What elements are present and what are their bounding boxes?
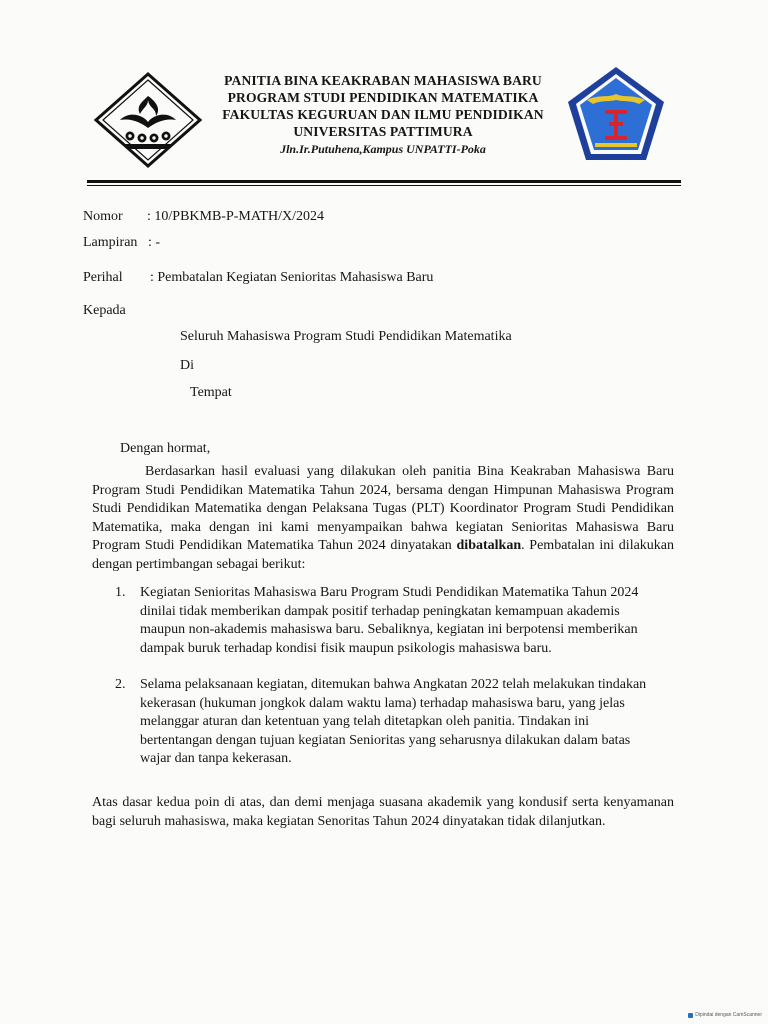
point-text: Kegiatan Senioritas Mahasiswa Baru Program Studi Pendidikan Matematika Tahun 2024 dinilai tidak memberikan dampak positif terhadap peningkatan kemampuan akademis maupun non-akademis mahasiswa baru. Sebaliknya, kegiatan ini berpotensi memberikan dampak buruk terhadap kondisi fisik maupun psikologis mahasiswa baru. xyxy=(140,585,639,656)
perihal-value: : Pembatalan Kegiatan Senioritas Mahasiswa Baru xyxy=(150,270,434,285)
study-program-emblem-icon xyxy=(565,64,667,164)
greeting: Dengan hormat, xyxy=(120,441,211,456)
closing-paragraph: Atas dasar kedua poin di atas, dan demi menjaga suasana akademik yang kondusif serta kenyamanan bagi seluruh mahasiswa, maka kegiatan Senoritas Tahun 2024 dinyatakan tidak dilanjutkan. xyxy=(92,795,674,829)
lampiran-value: : - xyxy=(148,235,161,250)
scanner-note: Dipindai dengan CamScanner xyxy=(695,1012,762,1018)
point-text: Selama pelaksanaan kegiatan, ditemukan bahwa Angkatan 2022 telah melakukan tindakan kekerasan (hukuman jongkok dalam waktu lama) terhadap mahasiswa baru, yang jelas melanggar aturan dan ketentuan yang telah ditetapkan oleh panitia. Tindakan ini bertentangan dengan tujuan kegiatan Senioritas yang seharusnya dilakukan dalam batas wajar dan tanpa kekerasan. xyxy=(140,677,647,766)
letterhead-line-3: FAKULTAS KEGURUAN DAN ILMU PENDIDIKAN xyxy=(222,107,544,122)
list-item xyxy=(115,676,655,769)
perihal-row xyxy=(83,269,433,287)
point-number: 2. xyxy=(115,677,126,692)
scanner-watermark xyxy=(688,1012,762,1018)
kepada-label: Kepada xyxy=(83,303,126,318)
recipient-tempat: Tempat xyxy=(190,385,232,400)
point-list xyxy=(115,584,655,769)
intro-text-part2: . Pembatalan ini dilakukan dengan pertimbangan sebagai berikut: xyxy=(92,538,675,572)
letterhead-address: Jln.Ir.Putuhena,Kampus UNPATTI-Poka xyxy=(280,142,486,156)
letterhead-rule-thin xyxy=(87,185,681,186)
list-item xyxy=(115,584,655,658)
nomor-value: : 10/PBKMB-P-MATH/X/2024 xyxy=(147,209,324,224)
intro-text-part1: Berdasarkan hasil evaluasi yang dilakukan oleh panitia Bina Keakraban Mahasiswa Baru Program Studi Pendidikan Matematika Tahun 2024, bersama dengan Himpunan Mahasiswa Program Studi Pendidikan Matematika dengan Pelaksana Tugas (PLT) Koordinator Program Studi Pendidikan Matematika, maka dengan ini kami menyampaikan bahwa kegiatan Senioritas Mahasiswa Baru Program Studi Pendidikan Matematika Tahun 2024 dinyatakan xyxy=(92,464,674,553)
camscanner-icon xyxy=(688,1013,693,1018)
recipient-di: Di xyxy=(180,358,194,373)
lampiran-label: Lampiran xyxy=(83,235,138,250)
recipient-to: Seluruh Mahasiswa Program Studi Pendidikan Matematika xyxy=(180,329,512,344)
intro-paragraph xyxy=(92,463,674,574)
letterhead-line-1: PANITIA BINA KEAKRABAN MAHASISWA BARU xyxy=(224,73,542,88)
letterhead xyxy=(200,72,566,157)
letterhead-rule-thick xyxy=(87,180,681,183)
nomor-label: Nomor xyxy=(83,209,123,224)
university-emblem-icon xyxy=(92,70,204,170)
intro-bold-word: dibatalkan xyxy=(456,538,522,553)
letterhead-line-2: PROGRAM STUDI PENDIDIKAN MATEMATIKA xyxy=(227,90,539,105)
letterhead-line-4: UNIVERSITAS PATTIMURA xyxy=(293,124,473,139)
nomor-row xyxy=(83,208,324,226)
perihal-label: Perihal xyxy=(83,270,123,285)
point-number: 1. xyxy=(115,585,126,600)
lampiran-row xyxy=(83,234,160,252)
